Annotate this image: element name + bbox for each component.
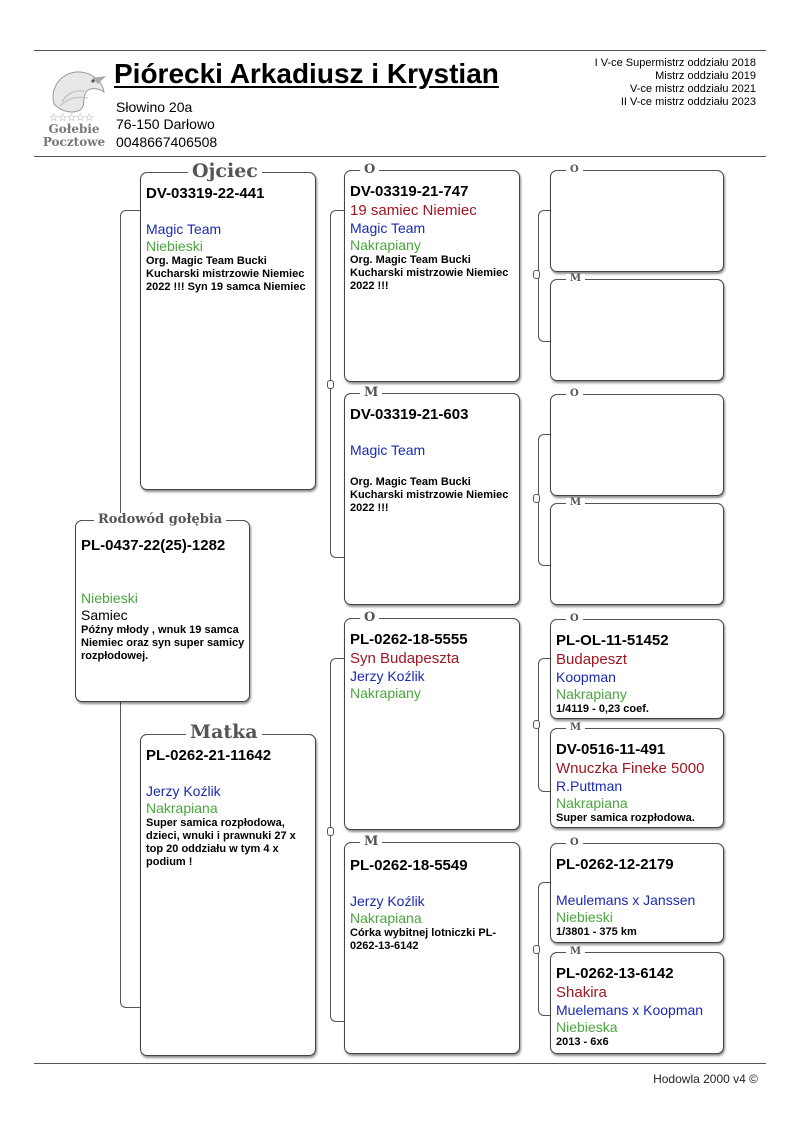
achievement-line: V-ce mistrz oddziału 2021 [630, 83, 756, 95]
connector-knob [327, 827, 334, 836]
pigeon-color: Nakrapiany [350, 237, 421, 253]
achievement-line: Mistrz oddziału 2019 [655, 70, 756, 82]
breeder-name: Piórecki Arkadiusz i Krystian [114, 58, 499, 89]
footer-rule [34, 1063, 766, 1064]
pigeon-name: 19 samiec Niemiec [350, 202, 477, 219]
ring-number: PL-0262-21-11642 [146, 747, 272, 764]
pigeon-note: 2013 - 6x6 [556, 1036, 609, 1048]
pigeon-card-mf[interactable] [344, 618, 520, 830]
pigeon-note: Córka wybitnej lotniczki PL-0262-13-6142 [350, 927, 497, 952]
logo-text-bottom: Pocztowe [42, 135, 106, 149]
label-root: Rodowód gołębia [94, 513, 226, 526]
pigeon-color: Niebieski [556, 909, 613, 925]
pigeon-card-fmm[interactable] [550, 503, 724, 605]
label-m: M [566, 498, 585, 508]
pigeon-color: Niebieski [146, 238, 203, 254]
pigeon-breeder: Magic Team [350, 442, 426, 458]
connector-mother-parents [330, 658, 345, 1022]
header-bottom-rule [34, 156, 766, 157]
pigeon-color: Nakrapiana [350, 910, 422, 926]
achievement-line: II V-ce mistrz oddziału 2023 [620, 96, 756, 108]
pigeon-breeder: Jerzy Koźlik [350, 668, 425, 684]
header-top-rule [34, 50, 766, 51]
label-m: M [566, 723, 585, 733]
ring-number: PL-0262-13-6142 [556, 965, 674, 982]
pigeon-breeder: Magic Team [146, 221, 222, 237]
ring-number: DV-03319-21-603 [350, 406, 469, 423]
pigeon-note: Super samica rozpłodowa, dzieci, wnuki i prawnuki 27 x top 20 oddziału w tym 4 x podium ! [146, 817, 296, 868]
pigeon-color: Nakrapiany [556, 686, 627, 702]
label-o: O [566, 838, 583, 848]
pigeon-breeder: Muelemans x Koopman [556, 1002, 704, 1018]
pigeon-color: Nakrapiany [350, 685, 421, 701]
pigeon-sex: Samiec [81, 607, 128, 623]
pigeon-note: 1/4119 - 0,23 coef. [556, 703, 649, 715]
pigeon-name: Syn Budapeszta [350, 650, 460, 667]
pigeon-color: Niebieski [81, 590, 138, 606]
footer-software: Hodowla 2000 v4 © [653, 1072, 758, 1086]
pigeon-card-mff[interactable] [550, 619, 724, 719]
label-m: M [360, 835, 382, 848]
pigeon-card-father[interactable] [140, 172, 316, 490]
ring-number: PL-OL-11-51452 [556, 632, 669, 649]
pigeon-card-ff[interactable] [344, 170, 520, 382]
pigeon-card-mfm[interactable] [550, 728, 724, 828]
pigeon-name: Budapeszt [556, 651, 627, 668]
pigeon-color: Nakrapiana [146, 800, 218, 816]
pigeon-name: Wnuczka Fineke 5000 [556, 760, 705, 777]
pigeon-breeder: Meulemans x Janssen [556, 892, 696, 908]
achievement-line: I V-ce Supermistrz oddziału 2018 [594, 57, 756, 69]
phone-number: 0048667406508 [116, 134, 218, 150]
pigeon-card-root[interactable] [75, 520, 250, 702]
pigeon-note: Org. Magic Team Bucki Kucharski mistrzowie Niemiec 2022 !!! Syn 19 samca Niemiec [146, 255, 306, 293]
label-m: M [566, 947, 585, 957]
pigeon-card-fmf[interactable] [550, 394, 724, 496]
pigeon-color: Niebieska [556, 1019, 618, 1035]
connector-knob [533, 494, 540, 503]
label-mother: Matka [186, 723, 262, 742]
pigeon-note: Org. Magic Team Bucki Kucharski mistrzowie Niemiec 2022 !!! [350, 476, 509, 514]
pigeon-breeder: Jerzy Koźlik [350, 893, 425, 909]
ring-number: PL-0262-12-2179 [556, 856, 674, 873]
label-o: O [360, 163, 379, 176]
label-o: O [566, 614, 583, 624]
label-father: Ojciec [188, 162, 262, 181]
pigeon-breeder: Jerzy Koźlik [146, 783, 221, 799]
label-m: M [566, 274, 585, 284]
pigeon-card-mmm[interactable] [550, 952, 724, 1054]
pigeon-note: Super samica rozpłodowa. [556, 812, 695, 824]
ring-number: DV-03319-21-747 [350, 183, 469, 200]
pigeon-card-ffm[interactable] [550, 279, 724, 381]
logo-text-top: Gołebie [48, 122, 100, 136]
achievements-list [595, 57, 756, 109]
label-m: M [360, 386, 382, 399]
pigeon-note: Org. Magic Team Bucki Kucharski mistrzowie Niemiec 2022 !!! [350, 254, 509, 292]
connector-knob [327, 380, 334, 389]
pigeon-card-fff[interactable] [550, 170, 724, 272]
pigeon-card-fm[interactable] [344, 393, 520, 605]
logo-stars: ☆☆☆☆☆ [48, 112, 94, 124]
ring-number: DV-0516-11-491 [556, 741, 666, 758]
connector-knob [533, 945, 540, 954]
pigeon-note: Późny młody , wnuk 19 samca Niemiec oraz syn super samicy rozpłodowej. [81, 624, 245, 662]
pigeon-breeder: Koopman [556, 669, 616, 685]
pigeon-card-mm[interactable] [344, 842, 520, 1054]
pigeon-card-mother[interactable] [140, 734, 316, 1056]
pigeon-breeder: R.Puttman [556, 778, 623, 794]
pigeon-card-mmf[interactable] [550, 843, 724, 943]
label-o: O [566, 389, 583, 399]
label-o: O [360, 611, 379, 624]
pigeon-breeder: Magic Team [350, 220, 426, 236]
label-o: O [566, 165, 583, 175]
connector-knob [533, 270, 540, 279]
ring-number: PL-0437-22(25)-1282 [81, 537, 226, 554]
pigeon-note: 1/3801 - 375 km [556, 926, 637, 938]
pigeon-color: Nakrapiana [556, 795, 628, 811]
address-street: Słowino 20a [116, 99, 193, 115]
ring-number: PL-0262-18-5549 [350, 857, 468, 874]
address-city: 76-150 Darłowo [116, 116, 215, 132]
ring-number: PL-0262-18-5555 [350, 631, 468, 648]
connector-knob [533, 720, 540, 729]
pigeon-name: Shakira [556, 984, 607, 1001]
ring-number: DV-03319-22-441 [146, 185, 265, 202]
